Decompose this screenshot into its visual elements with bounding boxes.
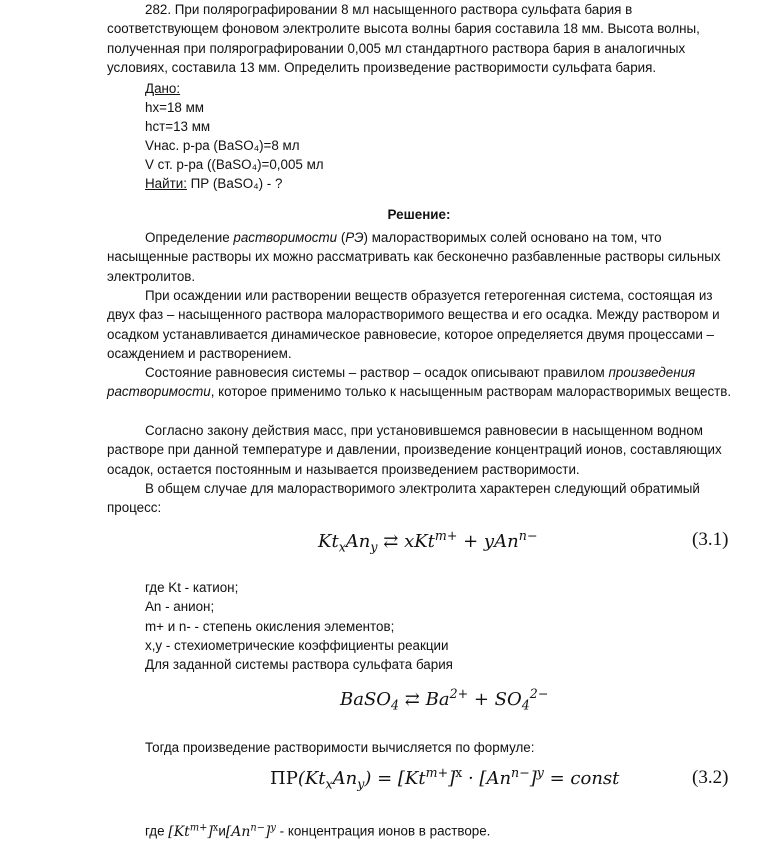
equation-3-2: $ПР(Kt_xAn_y) = [Kt^{m+}]^x \cdot [An^{n-}]^y$ = const [270, 765, 620, 792]
given-line-4: V ст. р-ра ((BaSO₄)=0,005 мл [145, 157, 324, 172]
paragraph-formula-intro: Тогда произведение растворимости вычисляется по формуле: [145, 740, 535, 755]
definition-charges: m+ и n- - степень окисления элементов; [145, 619, 395, 634]
equation-baso4: BaSO$_4$ ⇄ $Ba^{2+} + SO_4^{2-}$ [340, 686, 549, 713]
find-text: ПР (BaSO₄) - ? [186, 176, 283, 191]
find-label: Найти: [145, 176, 187, 191]
given-line-3: Vнас. р-ра (BaSO₄)=8 мл [145, 138, 300, 153]
solution-heading: Решение: [387, 207, 451, 222]
equation-3-1: $Kt_xAn_y$ ⇄ xKt$^{m+}$ + yAn$^{n-}$ [318, 528, 538, 555]
find-line [145, 174, 282, 193]
definition-system: Для заданной системы раствора сульфата бария [145, 657, 453, 672]
definition-an: An - анион; [145, 599, 215, 614]
given-line-1: hx=18 мм [145, 100, 204, 115]
given-label: Дано: [145, 81, 181, 96]
definition-coefficients: x,y - стехиометрические коэффициенты реакции [145, 638, 449, 653]
equation-3-1-number: (3.1) [692, 529, 729, 550]
paragraph-equilibrium: Состояние равновесия системы – раствор – осадок описывают правилом произведения растворимости, которое применимо только к насыщенным растворам малорастворимых веществ. [107, 365, 732, 400]
paragraph-heterogeneous: При осаждении или растворении веществ образуется гетерогенная система, состоящая из двух фаз – насыщенного раствора малорастворимого вещества и его осадка. Между раствором и осадком устанавливается динамическое равновесие, которое определяется двумя процессами – осаждением и растворением. [107, 288, 720, 362]
paragraph-definition: Определение растворимости (РЭ) малорастворимых солей основано на том, что насыщенные растворы их можно рассматривать как бесконечно разбавленные растворы сильных электролитов. [107, 230, 721, 284]
definition-kt: где Kt - катион; [145, 580, 239, 595]
problem-statement: 282. При полярографировании 8 мл насыщенного раствора сульфата бария в соответствующем фоновом электролите высота волны бария составила 18 мм. Высота волны, полученная при полярографировании 0,005 мл стандартного раствора бария в аналогичных условиях, составила 13 мм. Определить произведение растворимости сульфата бария. [107, 2, 700, 76]
paragraph-concentration: где $[Kt^{m+}]^xи[An^{n-}]^y$ - концентрация ионов в растворе. [145, 822, 491, 840]
paragraph-general-case: В общем случае для малорастворимого электролита характерен следующий обратимый процесс: [107, 481, 700, 516]
given-line-2: hст=13 мм [145, 119, 211, 134]
equation-3-2-number: (3.2) [692, 767, 729, 788]
paragraph-mass-action: Согласно закону действия масс, при установившемся равновесии в насыщенном водном растворе при данной температуре и давлении, произведение концентраций ионов, составляющих осадок, остается постоянным и называется произведением растворимости. [107, 423, 722, 477]
